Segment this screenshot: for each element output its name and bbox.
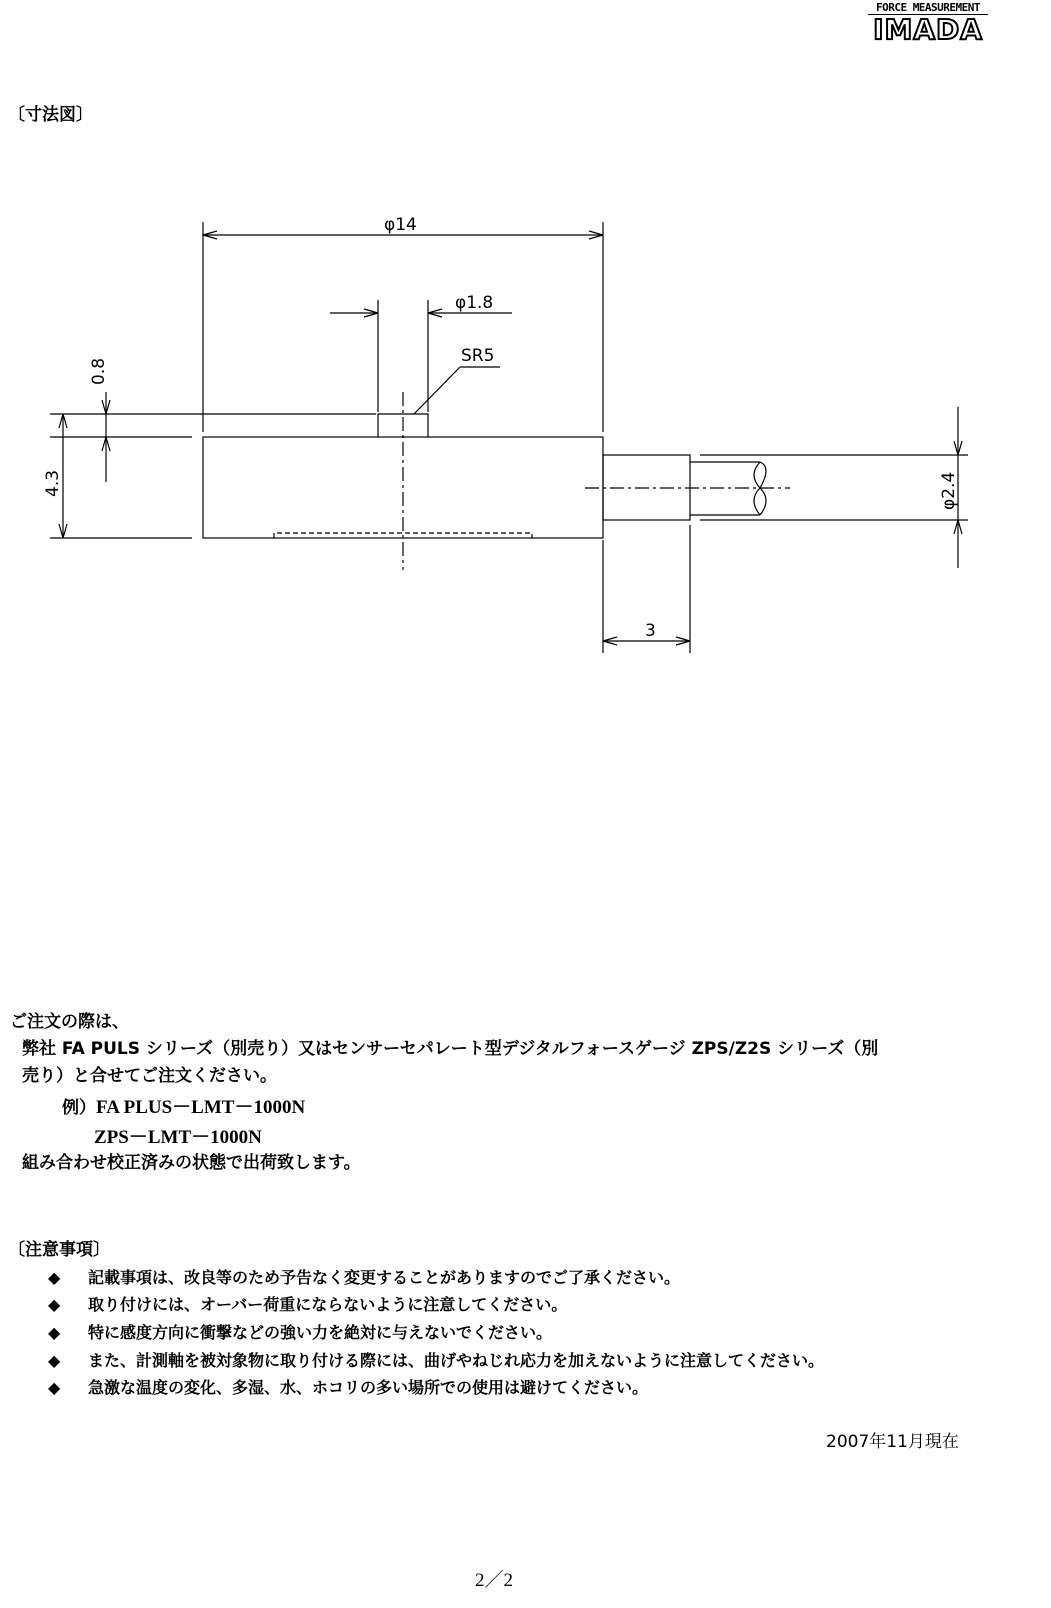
label-43: 4.3 [43,469,63,497]
label-phi24: φ2.4 [939,471,959,510]
caution-bullet-icon: ◆ [48,1295,61,1314]
label-3: 3 [645,621,656,641]
caution-bullet-icon: ◆ [48,1351,61,1370]
leader-line-sr5 [414,367,460,414]
label-phi14: φ14 [384,215,417,235]
order-note-line2: 売り）と合せてご注文ください。 [22,1066,277,1086]
page-number: 2／2 [475,1570,514,1591]
label-sr5: SR5 [461,346,495,366]
caution-item [48,1265,680,1291]
logo-tagline: FORCE MEASUREMENT [868,2,988,15]
order-example-2: ZPS－LMT－1000N [94,1127,262,1148]
caution-bullet-icon: ◆ [48,1323,61,1342]
caution-text: 記載事項は、改良等のため予告なく変更することがありますのでご了承ください。 [88,1268,681,1287]
caution-bullet-icon: ◆ [48,1378,61,1397]
caution-text: また、計測軸を被対象物に取り付ける際には、曲げやねじれ応力を加えないように注意してください。 [88,1351,825,1370]
caution-text: 急激な温度の変化、多湿、水、ホコリの多い場所での使用は避けてください。 [88,1378,649,1397]
order-example-label: 例） [62,1098,96,1118]
order-example-1-text: FA PLUS－LMT－1000N [96,1097,306,1118]
caution-item [48,1292,567,1318]
caution-item [48,1320,552,1346]
logo-wordmark: IMADA [873,13,983,46]
date-note: 2007年11月現在 [826,1432,959,1452]
order-note-closing: 組み合わせ校正済みの状態で出荷致します。 [22,1153,361,1173]
order-note-line1: 弊社 FA PULS シリーズ（別売り）又はセンサーセパレート型デジタルフォースゲージ ZPS/Z2S シリーズ（別 [22,1039,879,1059]
caution-text: 特に感度方向に衝撃などの強い力を絶対に与えないでください。 [88,1323,553,1342]
order-note-title: ご注文の際は、 [10,1012,129,1032]
order-example-1 [62,1092,305,1122]
caution-item [48,1348,824,1374]
caution-item [48,1375,648,1401]
dimension-drawing-heading: 〔寸法図〕 [8,105,93,125]
label-phi18: φ1.8 [455,293,494,313]
caution-bullet-icon: ◆ [48,1268,61,1287]
cautions-heading: 〔注意事項〕 [8,1240,110,1260]
label-08: 0.8 [89,357,109,385]
dimension-drawing [0,0,1051,700]
caution-text: 取り付けには、オーバー荷重にならないように注意してください。 [88,1295,568,1314]
